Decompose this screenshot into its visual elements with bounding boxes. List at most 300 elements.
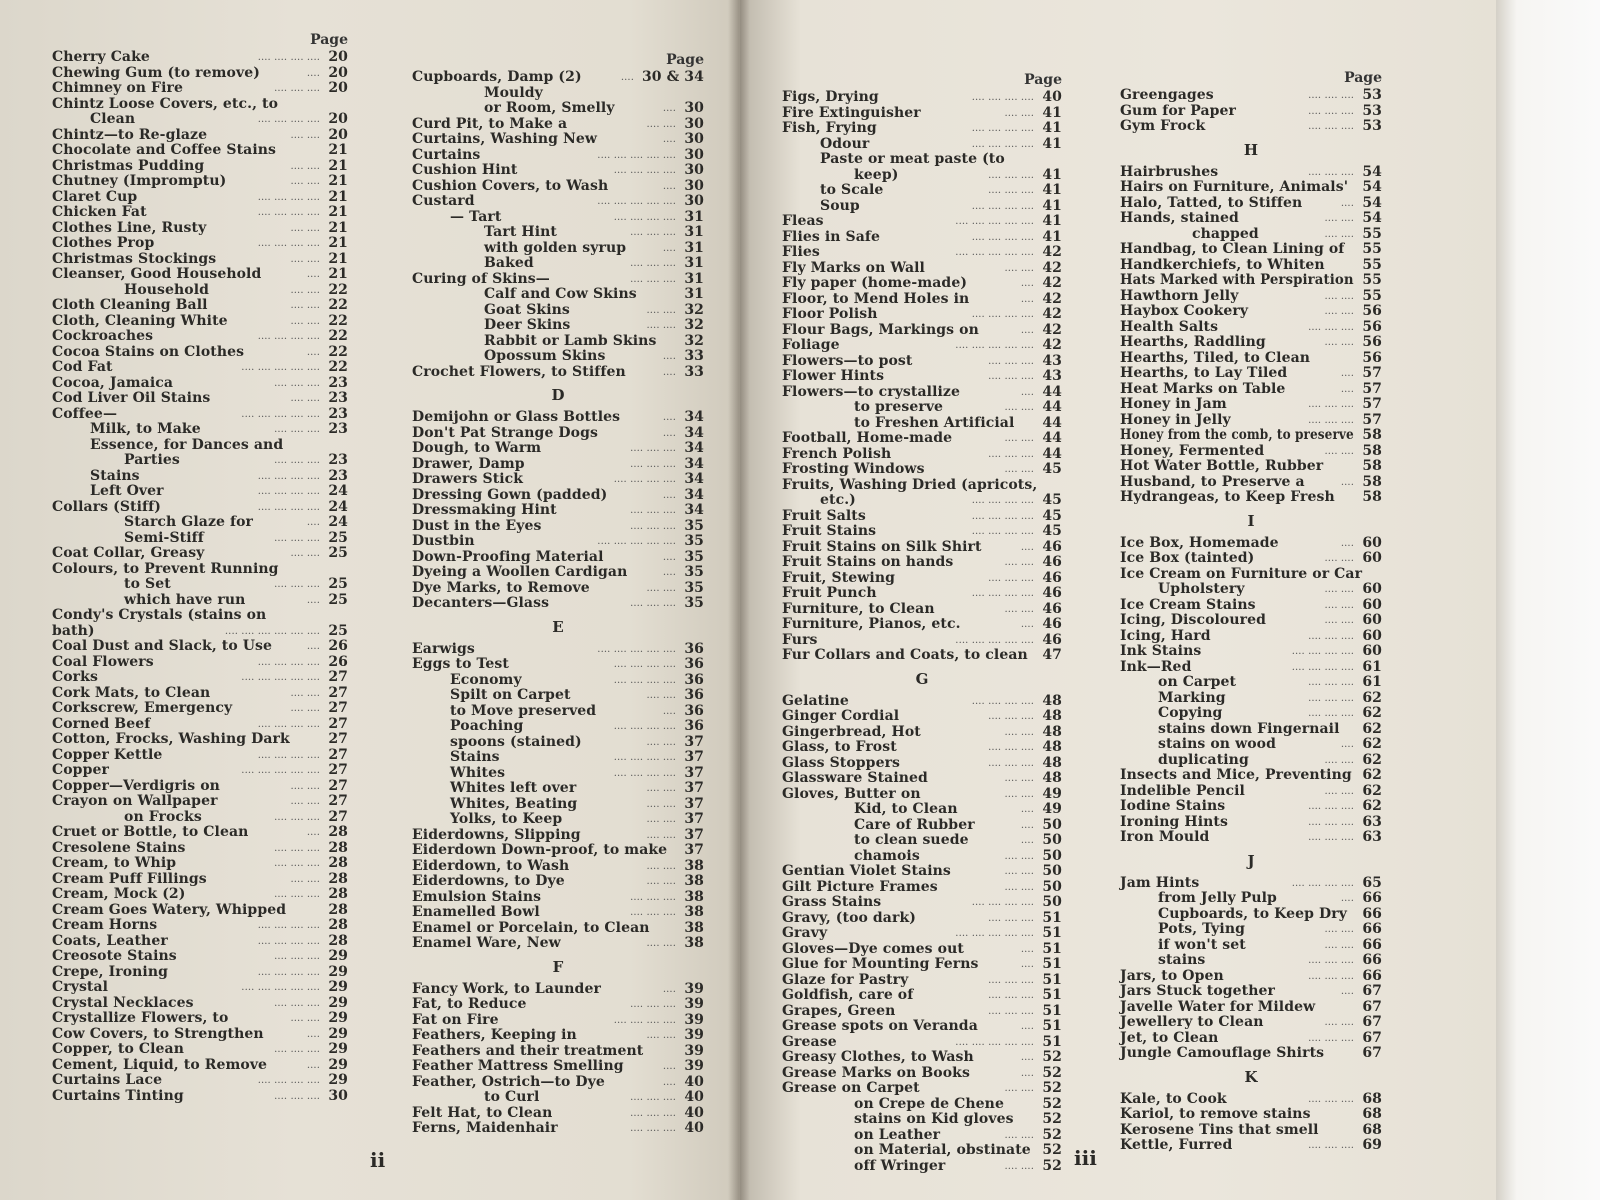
index-entry (412, 303, 704, 319)
index-entry (782, 292, 1062, 308)
index-entry (52, 205, 348, 221)
entry-text: Clean (90, 111, 136, 127)
entry-text: Fruit, Stewing (782, 569, 896, 586)
index-entry (1120, 459, 1382, 475)
index-entry (782, 1035, 1062, 1051)
entry-page: 30 (684, 177, 704, 194)
leader-dots: .... .... (646, 1030, 676, 1041)
entry-page: 23 (328, 421, 348, 437)
entry-page: 21 (328, 266, 348, 282)
entry-text: Grease (782, 1033, 837, 1050)
index-entry (52, 841, 348, 857)
index-entry (412, 318, 704, 334)
entry-text: Cotton, Frocks, Washing Dark (52, 731, 290, 747)
entry-text: Cream Goes Watery, Whipped (52, 901, 287, 918)
leader-dots: .... .... .... .... (257, 718, 320, 730)
index-entry (412, 365, 704, 381)
index-entry (52, 66, 348, 82)
leader-dots: .... .... (1004, 1083, 1034, 1094)
leader-dots: .... (1020, 819, 1034, 831)
leader-dots: .... .... (290, 687, 320, 699)
entry-page: 31 (684, 239, 704, 256)
leader-dots: .... (306, 594, 320, 606)
leader-dots: .... .... (1324, 584, 1354, 595)
index-entry (52, 856, 348, 872)
entry-page: 47 (1042, 647, 1062, 663)
leader-dots: .... .... .... (988, 448, 1034, 460)
index-entry (412, 673, 704, 689)
index-entry (782, 787, 1062, 803)
index-entry (412, 550, 704, 566)
leader-dots: .... .... (290, 253, 320, 265)
leader-dots: .... .... (290, 176, 320, 187)
leader-dots: .... .... .... (1308, 801, 1354, 812)
entry-text: Eiderdown, to Wash (412, 857, 570, 874)
entry-page: 26 (328, 638, 348, 654)
entry-page: 21 (328, 219, 348, 236)
leader-dots: .... .... .... .... (971, 123, 1034, 134)
index-entry (52, 252, 348, 268)
leader-dots: .... .... .... (988, 572, 1034, 584)
leader-dots: .... (1020, 1052, 1034, 1063)
entry-page: 53 (1362, 118, 1382, 134)
index-entry (412, 1121, 704, 1137)
entry-text: Ink—Red (1120, 658, 1192, 675)
leader-dots: .... .... (290, 796, 320, 807)
entry-page: 50 (1042, 894, 1062, 910)
leader-dots: .... .... .... (274, 997, 320, 1009)
index-entry (1120, 953, 1382, 969)
index-entry (52, 391, 348, 407)
index-entry (1120, 629, 1382, 645)
leader-dots: .... .... .... (988, 169, 1034, 181)
leader-dots: .... .... .... (988, 355, 1034, 367)
entry-text: Jars Stuck together (1120, 983, 1276, 999)
leader-dots: .... .... .... (1308, 321, 1354, 333)
leader-dots: .... .... .... (630, 907, 676, 918)
entry-page: 46 (1042, 538, 1062, 555)
entry-text: Gingerbread, Hot (782, 723, 921, 740)
entry-page: 30 (684, 115, 704, 132)
entry-page: 48 (1042, 770, 1062, 786)
index-entry (412, 565, 704, 581)
entry-text: Drawers Stick (412, 471, 524, 487)
leader-dots: .... .... (1004, 464, 1034, 475)
entry-page: 24 (328, 514, 348, 530)
leader-dots: .... .... .... .... (257, 656, 320, 668)
entry-page: 22 (328, 312, 348, 329)
index-entry (412, 1106, 704, 1122)
index-entry (782, 802, 1062, 818)
entry-page: 38 (684, 888, 704, 905)
entry-page: 62 (1362, 705, 1382, 721)
entry-text: Goat Skins (484, 301, 570, 318)
entry-page: 63 (1362, 829, 1382, 845)
entry-page: 48 (1042, 739, 1062, 755)
index-entry (412, 581, 704, 597)
leader-dots: .... .... .... (274, 1044, 320, 1055)
entry-page: 41 (1042, 228, 1062, 245)
entry-text: Whites left over (450, 780, 577, 796)
entry-text: Honey in Jam (1120, 396, 1227, 412)
entry-page: 31 (684, 224, 704, 240)
leader-dots: .... .... .... (274, 811, 320, 823)
entry-text: Don't Pat Strange Dogs (412, 424, 598, 441)
entry-text: Baked (484, 255, 534, 271)
leader-dots: .... .... .... (1308, 1032, 1354, 1044)
entry-text: Hands, stained (1120, 210, 1239, 226)
entry-page: 52 (1042, 1126, 1062, 1143)
leader-dots: .... .... .... .... (613, 1014, 676, 1026)
leader-dots: .... .... (646, 736, 676, 748)
entry-text: Goldfish, care of (782, 987, 914, 1003)
leader-dots: .... (662, 180, 676, 192)
leader-dots: .... .... .... (274, 889, 320, 900)
entry-text: Household (124, 281, 210, 298)
entry-page: 36 (684, 640, 704, 657)
entry-page: 51 (1042, 1033, 1062, 1050)
index-entry (1120, 1015, 1382, 1031)
index-entry (412, 70, 704, 86)
entry-page: 48 (1042, 754, 1062, 771)
leader-dots: .... .... .... (274, 424, 320, 435)
index-entry (782, 1004, 1062, 1020)
entry-text: Milk, to Make (90, 421, 201, 437)
index-entry (412, 148, 704, 164)
entry-text: Fruit Salts (782, 507, 866, 524)
entry-page: 30 (684, 131, 704, 147)
entry-text: Fruit Stains on Silk Shirt (782, 538, 982, 555)
index-entry (412, 982, 704, 998)
leader-dots: .... (662, 567, 676, 578)
entry-text: Iodine Stains (1120, 798, 1226, 814)
entry-text: Felt Hat, to Clean (412, 1104, 553, 1121)
index-entry (52, 190, 348, 206)
index-entry (412, 828, 704, 844)
entry-text: Halo, Tatted, to Stiffen (1120, 194, 1303, 211)
entry-text: Coal Dust and Slack, to Use (52, 638, 273, 654)
leader-dots: .... .... .... (274, 532, 320, 544)
entry-text: Cruet or Bottle, to Clean (52, 824, 249, 840)
index-entry (782, 1143, 1062, 1159)
section-letter: D (551, 386, 565, 404)
index-entry (782, 338, 1062, 354)
index-entry (782, 137, 1062, 153)
entry-page: 37 (684, 826, 704, 843)
index-entry (782, 771, 1062, 787)
entry-text: Icing, Discoloured (1120, 612, 1267, 628)
entry-page: 27 (328, 684, 348, 701)
page-number-right: iii (1074, 1146, 1097, 1170)
leader-dots: .... (1020, 804, 1034, 815)
entry-text: to Freshen Artificial (854, 414, 1015, 431)
leader-dots: .... .... (1324, 615, 1354, 626)
entry-page: 33 (684, 363, 704, 380)
index-entry (1120, 242, 1382, 258)
leader-dots: .... .... (1004, 557, 1034, 568)
index-entry (412, 534, 704, 550)
index-entry (1120, 907, 1382, 923)
index-entry (52, 980, 348, 996)
entry-page: 25 (328, 576, 348, 592)
index-entry (1120, 273, 1382, 289)
leader-dots: .... (1020, 959, 1034, 970)
entry-page: 38 (684, 873, 704, 889)
leader-dots: .... .... .... .... .... (597, 149, 676, 161)
entry-text: stains (1158, 952, 1206, 968)
index-entry (1120, 258, 1382, 274)
index-entry (52, 267, 348, 283)
entry-text: Copper, to Clean (52, 1041, 184, 1057)
entry-text: Feather Mattress Smelling (412, 1058, 624, 1074)
leader-dots: .... .... .... .... (613, 674, 676, 686)
index-entry (412, 287, 704, 303)
entry-text: Whites, Beating (450, 795, 578, 812)
index-entry (412, 905, 704, 921)
entry-text: Dressmaking Hint (412, 502, 557, 518)
leader-dots: .... .... .... .... .... (597, 196, 676, 207)
entry-text: Upholstery (1158, 581, 1245, 597)
leader-dots: .... .... (1324, 939, 1354, 951)
index-entry (1120, 490, 1382, 506)
entry-page: 25 (328, 622, 348, 639)
leader-dots: .... .... .... .... (613, 211, 676, 223)
entry-text: Dustbin (412, 533, 475, 549)
entry-page: 35 (684, 579, 704, 596)
index-entry (52, 732, 348, 748)
index-entry (1120, 1138, 1382, 1154)
entry-text: on Crepe de Chene (854, 1095, 1004, 1112)
entry-page: 40 (684, 1120, 704, 1136)
section-letter: E (552, 617, 564, 636)
index-entry (52, 422, 348, 438)
index-entry (52, 670, 348, 686)
index-entry (782, 462, 1062, 478)
entry-text: Cream, to Whip (52, 855, 177, 871)
entry-text: Dust in the Eyes (412, 517, 542, 534)
index-entry (1120, 196, 1382, 212)
entry-text: Eiderdowns, to Dye (412, 873, 565, 889)
index-entry (782, 725, 1062, 741)
entry-text: Pots, Tying (1158, 921, 1245, 937)
leader-dots: .... (1340, 986, 1354, 997)
entry-text: Hawthorn Jelly (1120, 287, 1239, 304)
leader-dots: .... .... (646, 798, 676, 810)
index-entry (782, 276, 1062, 292)
entry-text: Stains (450, 749, 500, 765)
index-entry (1120, 567, 1382, 583)
entry-text: Fish, Frying (782, 120, 877, 136)
index-entry (782, 1159, 1062, 1175)
leader-dots: .... .... (646, 829, 676, 841)
entry-text: Cream, Mock (2) (52, 886, 186, 902)
index-entry (412, 766, 704, 782)
index-entry (52, 934, 348, 950)
leader-dots: .... .... .... (274, 579, 320, 590)
entry-text: Indelible Pencil (1120, 782, 1245, 799)
entry-text: Gravy, (too dark) (782, 909, 916, 926)
leader-dots: .... .... (290, 703, 320, 714)
leader-dots: .... (1340, 197, 1354, 209)
entry-page: 51 (1042, 925, 1062, 941)
entry-text: Furs (782, 631, 818, 648)
leader-dots: .... .... .... (1308, 414, 1354, 426)
leader-dots: .... (662, 983, 676, 995)
entry-page: 52 (1042, 1142, 1062, 1158)
entry-page: 34 (684, 502, 704, 518)
entry-page: 36 (684, 656, 704, 672)
entry-page: 29 (328, 994, 348, 1011)
entry-text: Clothes Prop (52, 235, 155, 251)
entry-text: Marking (1158, 689, 1226, 706)
index-entry (52, 174, 348, 190)
leader-dots: .... .... (1004, 1160, 1034, 1172)
index-entry (412, 781, 704, 797)
index-entry (782, 973, 1062, 989)
entry-text: Custard (412, 193, 475, 209)
leader-dots: .... (662, 242, 676, 254)
index-entry (52, 577, 348, 593)
entry-text: Grapes, Green (782, 1002, 896, 1019)
entry-text: stains on Kid gloves (854, 1111, 1014, 1127)
entry-text: duplicating (1158, 751, 1249, 768)
entry-text: Flies (782, 244, 820, 260)
entry-text: Flowers—to crystallize (782, 383, 960, 400)
entry-text: Economy (450, 671, 522, 688)
entry-text: Flower Hints (782, 368, 885, 384)
leader-dots: .... .... .... .... .... (955, 634, 1034, 646)
leader-dots: .... .... .... .... .... (597, 643, 676, 655)
index-entry (1120, 165, 1382, 181)
entry-text: Semi-Stiff (124, 529, 204, 546)
leader-dots: .... (1020, 278, 1034, 289)
entry-text: Fly paper (home-made) (782, 275, 968, 291)
leader-dots: .... .... (646, 320, 676, 331)
leader-dots: .... .... .... .... .... (241, 672, 320, 683)
entry-text: Hats Marked with Perspiration (1120, 272, 1354, 288)
leader-dots: .... .... .... (988, 1005, 1034, 1017)
leader-dots: .... .... .... .... (971, 510, 1034, 522)
leader-dots: .... .... .... .... .... (241, 362, 320, 373)
leader-dots: .... .... (1004, 262, 1034, 274)
entry-page: 57 (1362, 411, 1382, 428)
entry-page: 22 (328, 343, 348, 360)
entry-text: Floor, to Mend Holes in (782, 290, 970, 307)
entry-page: 46 (1042, 600, 1062, 617)
index-entry (412, 256, 704, 272)
entry-page: 40 (684, 1073, 704, 1090)
index-entry (782, 988, 1062, 1004)
leader-dots: .... .... (290, 315, 320, 327)
leader-dots: .... (662, 134, 676, 145)
entry-page: 54 (1362, 210, 1382, 226)
entry-page: 62 (1362, 798, 1382, 814)
entry-text: Ice Cream on Furniture or Car (1120, 565, 1363, 582)
entry-page: 62 (1362, 767, 1382, 783)
entry-text: Copper (52, 762, 109, 778)
entry-page: 29 (328, 963, 348, 980)
entry-text: Gentian Violet Stains (782, 863, 951, 879)
entry-page: 58 (1362, 473, 1382, 490)
entry-page: 20 (328, 111, 348, 127)
entry-text: Jet, to Clean (1120, 1029, 1219, 1046)
index-entry (1120, 335, 1382, 351)
index-entry (1120, 1000, 1382, 1016)
leader-dots: .... (1020, 1021, 1034, 1032)
index-entry (412, 735, 704, 751)
index-entry (412, 441, 704, 457)
entry-page: 60 (1362, 643, 1382, 659)
entry-page: 45 (1042, 492, 1062, 508)
entry-page: 69 (1362, 1137, 1382, 1153)
leader-dots: .... .... .... (1308, 832, 1354, 843)
index-entry (1120, 1092, 1382, 1108)
book-gutter (728, 0, 750, 1200)
index-entry (52, 608, 348, 624)
entry-page: 67 (1362, 1014, 1382, 1030)
entry-text: Cupboards, Damp (2) (412, 69, 582, 85)
index-entry (52, 438, 348, 454)
entry-text: Chocolate and Coffee Stains (52, 142, 277, 158)
entry-text: Paste or meat paste (to (820, 151, 1005, 167)
index-entry (1120, 876, 1382, 892)
entry-page: 32 (684, 332, 704, 349)
index-entry (1120, 289, 1382, 305)
entry-page: 66 (1362, 967, 1382, 984)
entry-page: 40 (684, 1089, 704, 1105)
entry-page: 68 (1362, 1106, 1382, 1122)
index-entry (1120, 88, 1382, 104)
index-entry (52, 779, 348, 795)
entry-page: 62 (1362, 720, 1382, 737)
leader-dots: .... (1020, 293, 1034, 305)
index-entry (412, 657, 704, 673)
leader-dots: .... .... .... .... .... (241, 408, 320, 420)
leader-dots: .... (662, 489, 676, 501)
entry-text: Spilt on Carpet (450, 687, 571, 703)
entry-text: Crystal Necklaces (52, 994, 194, 1011)
index-entry (52, 469, 348, 485)
entry-page: 22 (328, 328, 348, 344)
index-entry (412, 117, 704, 133)
entry-page: 44 (1042, 430, 1062, 446)
index-entry (52, 97, 348, 113)
index-entry (412, 812, 704, 828)
leader-dots: .... .... .... (1308, 121, 1354, 132)
entry-page: 55 (1362, 287, 1382, 304)
entry-page: 45 (1042, 523, 1062, 539)
leader-dots: .... .... .... .... .... (241, 982, 320, 993)
entry-page: 51 (1042, 971, 1062, 988)
entry-text: Fruits, Washing Dried (apricots, (782, 476, 1038, 493)
leader-dots: .... .... .... .... (971, 695, 1034, 707)
entry-text: Cherry Cake (52, 49, 150, 65)
leader-dots: .... .... (646, 814, 676, 825)
leader-dots: .... .... (646, 783, 676, 794)
leader-dots: .... .... (1324, 337, 1354, 348)
index-entry (782, 555, 1062, 571)
entry-page: 30 (328, 1087, 348, 1104)
entry-page: 28 (328, 855, 348, 871)
entry-page: 62 (1362, 736, 1382, 752)
leader-dots: .... (1020, 619, 1034, 630)
index-entry (1120, 799, 1382, 815)
leader-dots: .... .... .... .... (971, 588, 1034, 599)
leader-dots: .... .... (1004, 881, 1034, 893)
leader-dots: .... .... .... (274, 1090, 320, 1102)
entry-page: 56 (1362, 349, 1382, 366)
entry-page: 23 (328, 452, 348, 468)
